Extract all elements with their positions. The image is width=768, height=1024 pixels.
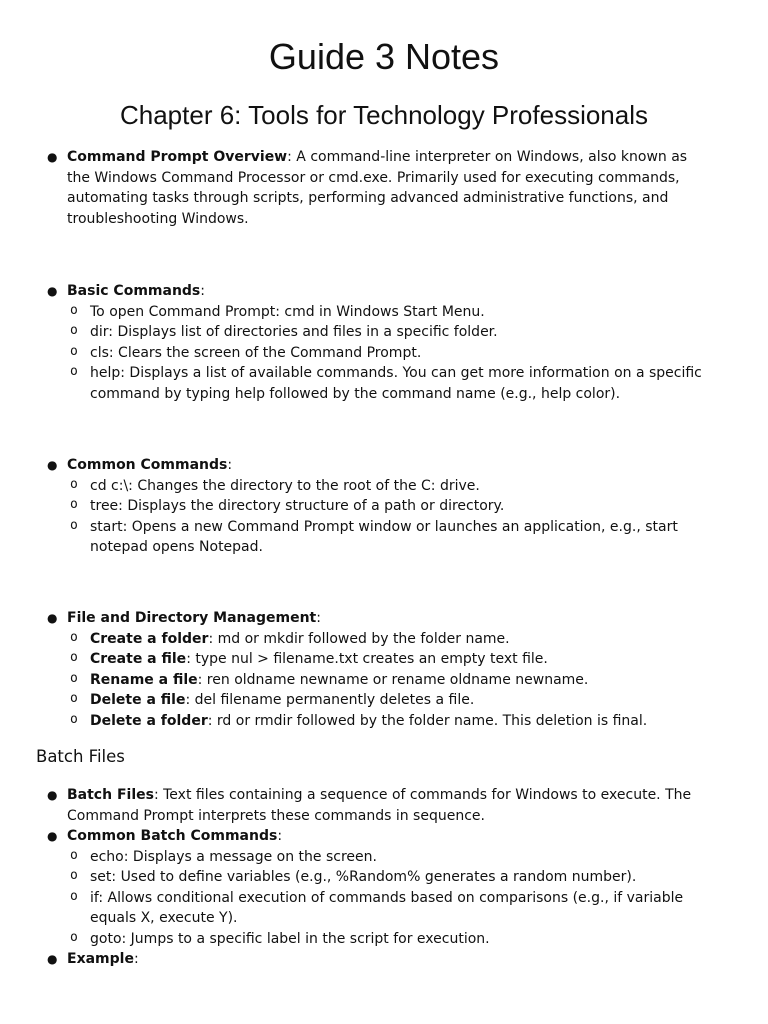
basic-commands-term: Basic Commands bbox=[67, 283, 201, 299]
bullet-icon: ● bbox=[47, 952, 58, 966]
batch-files-section bbox=[0, 785, 768, 970]
list-item bbox=[0, 949, 768, 970]
sub-bullet-icon: o bbox=[70, 343, 78, 359]
sub-list-item bbox=[67, 343, 706, 364]
page-title: Guide 3 Notes bbox=[268, 36, 500, 77]
common-commands-sublist bbox=[67, 476, 706, 558]
batch-commands-term: Common Batch Commands bbox=[67, 828, 278, 844]
sub-bullet-icon: o bbox=[70, 497, 78, 512]
list-item bbox=[0, 281, 768, 404]
list-item bbox=[0, 608, 768, 731]
sub-bullet-icon: o bbox=[70, 929, 78, 945]
file-management-section bbox=[0, 608, 768, 731]
batch-commands-sublist bbox=[67, 847, 706, 950]
basic-commands-list bbox=[0, 281, 768, 404]
sub-list-item bbox=[67, 711, 706, 732]
sub-item-text: : del filename permanently deletes a file. bbox=[185, 692, 475, 708]
example-term: Example bbox=[67, 951, 134, 967]
sub-list-item bbox=[67, 929, 706, 950]
sub-bullet-icon: o bbox=[70, 868, 78, 883]
file-management-list bbox=[0, 608, 768, 731]
list-item bbox=[0, 826, 768, 949]
batch-files-heading: Batch Files bbox=[36, 747, 125, 766]
bullet-icon: ● bbox=[47, 829, 58, 843]
batch-files-term: Batch Files bbox=[67, 787, 154, 803]
term-suffix: : bbox=[277, 828, 283, 844]
sub-item-term: Create a folder bbox=[90, 630, 209, 647]
sub-bullet-icon: o bbox=[70, 847, 78, 863]
sub-item-text: goto: Jumps to a specific label in the script for execution. bbox=[90, 930, 490, 947]
list-item bbox=[0, 147, 768, 229]
sub-item-text: cls: Clears the screen of the Command Prompt. bbox=[90, 344, 422, 361]
sub-bullet-icon: o bbox=[70, 629, 78, 645]
bullet-icon: ● bbox=[47, 284, 58, 298]
bullet-icon: ● bbox=[47, 611, 58, 625]
sub-item-term: Rename a file bbox=[90, 671, 198, 688]
sub-list-item bbox=[67, 363, 706, 404]
sub-item-text: set: Used to define variables (e.g., %Random% generates a random number). bbox=[90, 869, 637, 885]
batch-files-text: : Text files containing a sequence of commands for Windows to execute. The Command Prompt interprets these commands in sequence. bbox=[67, 787, 692, 824]
common-commands-section bbox=[0, 455, 768, 558]
term-suffix: : bbox=[316, 610, 321, 626]
common-commands-list bbox=[0, 455, 768, 558]
term-suffix: : bbox=[133, 951, 139, 967]
basic-commands-sublist bbox=[67, 302, 706, 405]
list-item bbox=[0, 455, 768, 558]
bullet-icon: ● bbox=[47, 150, 58, 164]
sub-list-item bbox=[67, 690, 706, 711]
sub-bullet-icon: o bbox=[70, 517, 78, 533]
sub-item-text: start: Opens a new Command Prompt window or launches an application, e.g., start notepad opens Notepad. bbox=[90, 518, 678, 555]
sub-item-text: : md or mkdir followed by the folder name. bbox=[208, 630, 510, 647]
sub-bullet-icon: o bbox=[70, 302, 78, 318]
list-item bbox=[0, 785, 768, 826]
sub-item-term: Delete a folder bbox=[90, 712, 208, 729]
sub-list-item bbox=[67, 322, 706, 343]
sub-item-text: tree: Displays the directory structure of a path or directory. bbox=[90, 498, 505, 514]
sub-bullet-icon: o bbox=[70, 650, 78, 665]
sub-item-term: Create a file bbox=[90, 651, 187, 667]
sub-list-item bbox=[67, 629, 706, 650]
bullet-icon: ● bbox=[47, 458, 58, 472]
sub-bullet-icon: o bbox=[70, 476, 78, 492]
term-suffix: : bbox=[200, 283, 205, 299]
sub-item-text: : type nul > filename.txt creates an empty text file. bbox=[186, 651, 548, 667]
sub-list-item bbox=[67, 496, 706, 517]
overview-term: Command Prompt Overview bbox=[67, 149, 288, 165]
sub-item-text: echo: Displays a message on the screen. bbox=[90, 848, 377, 865]
chapter-heading: Chapter 6: Tools for Technology Professionals bbox=[119, 100, 648, 130]
sub-item-text: To open Command Prompt: cmd in Windows Start Menu. bbox=[90, 303, 485, 320]
sub-list-item bbox=[67, 517, 706, 558]
file-management-term: File and Directory Management bbox=[67, 610, 317, 626]
sub-list-item bbox=[67, 302, 706, 323]
sub-list-item bbox=[67, 867, 706, 888]
sub-bullet-icon: o bbox=[70, 691, 78, 706]
bullet-icon: ● bbox=[47, 788, 58, 802]
sub-item-text: if: Allows conditional execution of commands based on comparisons (e.g., if variable equals X, execute Y). bbox=[90, 889, 684, 926]
sub-item-text: help: Displays a list of available commands. You can get more information on a specific command by typing help followed by the command name (e.g., help color). bbox=[90, 365, 702, 402]
sub-list-item bbox=[67, 649, 706, 670]
sub-list-item bbox=[67, 888, 706, 929]
sub-list-item bbox=[67, 847, 706, 868]
sub-bullet-icon: o bbox=[70, 364, 78, 379]
sub-list-item bbox=[67, 476, 706, 497]
sub-item-text: : ren oldname newname or rename oldname newname. bbox=[197, 671, 589, 688]
sub-item-text: dir: Displays list of directories and files in a specific folder. bbox=[90, 324, 498, 340]
overview-text: : A command-line interpreter on Windows, also known as the Windows Command Processor or cmd.exe. Primarily used for executing commands, automating tasks through scripts, performing advanced administrative functions, and troubleshooting Windows. bbox=[67, 149, 688, 227]
basic-commands-section bbox=[0, 281, 768, 404]
sub-bullet-icon: o bbox=[70, 711, 78, 727]
sub-bullet-icon: o bbox=[70, 670, 78, 686]
sub-item-term: Delete a file bbox=[90, 692, 186, 708]
sub-bullet-icon: o bbox=[70, 888, 78, 904]
overview-list bbox=[0, 147, 768, 229]
overview-section bbox=[0, 147, 768, 229]
sub-bullet-icon: o bbox=[70, 323, 78, 338]
sub-item-text: : rd or rmdir followed by the folder name. This deletion is final. bbox=[207, 712, 648, 729]
batch-files-list bbox=[0, 785, 768, 970]
sub-item-text: cd c:\: Changes the directory to the root of the C: drive. bbox=[90, 477, 480, 494]
common-commands-term: Common Commands bbox=[67, 457, 228, 473]
term-suffix: : bbox=[227, 457, 233, 473]
sub-list-item bbox=[67, 670, 706, 691]
file-management-sublist bbox=[67, 629, 706, 732]
